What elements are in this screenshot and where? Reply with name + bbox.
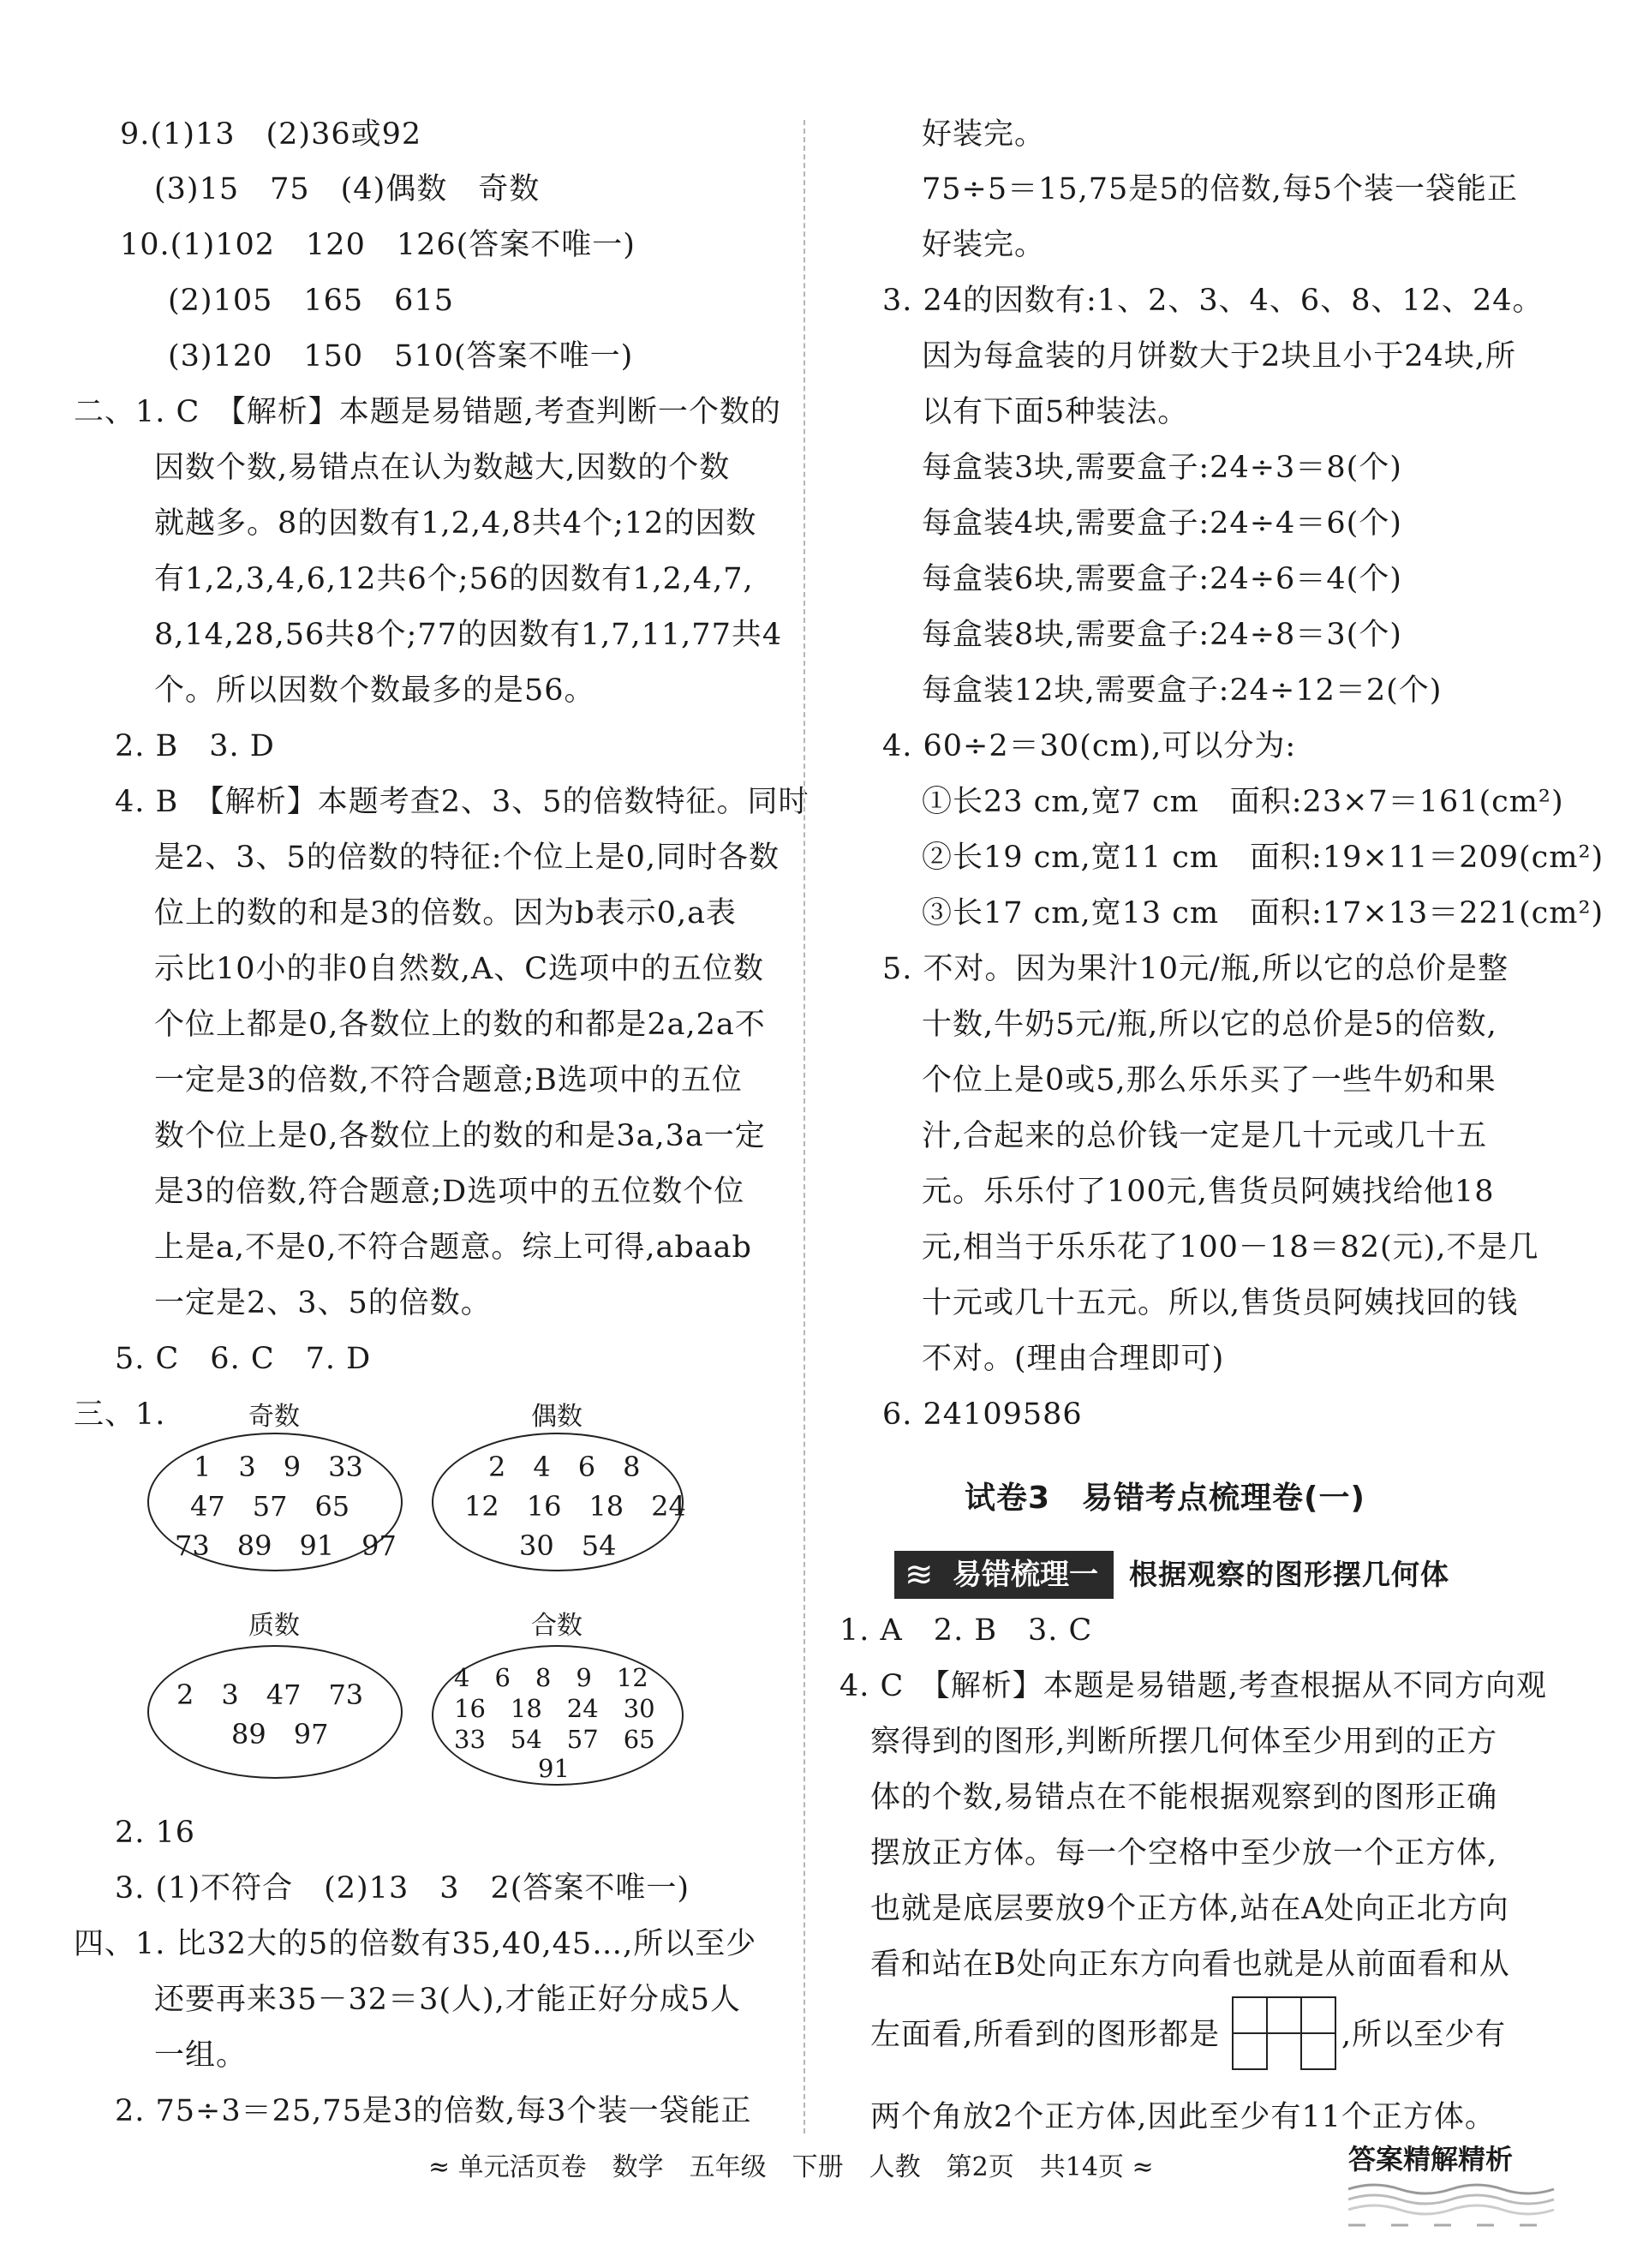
answer-logo: [1348, 2138, 1562, 2232]
answer-line: 十元或几十五元。所以,售货员阿姨找回的钱: [922, 1286, 1519, 1320]
venn-numbers: 47 57 65: [190, 1490, 350, 1523]
answer-line: 左面看,所看到的图形都是: [870, 2018, 1221, 2052]
answer-line: 75÷5＝15,75是5的倍数,每5个装一袋能正: [922, 172, 1518, 206]
answer-line: 4. 60÷2＝30(cm),可以分为:: [882, 729, 1297, 763]
answer-line: 就越多。8的因数有1,2,4,8共4个;12的因数: [154, 506, 757, 541]
venn-numbers: 4 6 8 9 12: [454, 1663, 648, 1692]
answer-line: 5. 不对。因为果汁10元/瓶,所以它的总价是整: [882, 952, 1509, 986]
answer-line: 好装完。: [922, 117, 1046, 152]
answer-line: 不对。(理由合理即可): [922, 1342, 1225, 1376]
answer-line: 每盒装6块,需要盒子:24÷6＝4(个): [922, 562, 1402, 596]
answer-line: 6. 24109586: [882, 1397, 1083, 1432]
answer-line: 汁,合起来的总价钱一定是几十元或几十五: [922, 1119, 1488, 1153]
answer-line: 每盒装3块,需要盒子:24÷3＝8(个): [922, 451, 1402, 485]
page-footer: ≈ 单元活页卷 数学 五年级 下册 人教 第2页 共14页 ≈: [428, 2152, 1154, 2182]
answer-line: 2. 16: [115, 1816, 196, 1850]
answer-line: ③长17 cm,宽13 cm 面积:17×13＝221(cm²): [922, 896, 1604, 931]
answer-line: 4. B 【解析】本题考查2、3、5的倍数特征。同时: [115, 785, 810, 819]
venn-title-prime: 质数: [248, 1611, 300, 1641]
answer-line: (3)15 75 (4)偶数 奇数: [154, 172, 541, 206]
answer-line: 3. (1)不符合 (2)13 3 2(答案不唯一): [115, 1871, 690, 1906]
answer-line: 两个角放2个正方体,因此至少有11个正方体。: [870, 2100, 1496, 2134]
venn-numbers: 16 18 24 30: [454, 1694, 655, 1723]
answer-line: 每盒装12块,需要盒子:24÷12＝2(个): [922, 673, 1443, 708]
venn-numbers: 30 54: [519, 1529, 617, 1562]
answer-line: (3)120 150 510(答案不唯一): [168, 339, 634, 374]
venn-oval-prime: [147, 1645, 403, 1779]
venn-numbers: 91: [538, 1754, 570, 1783]
answer-line: 2. 75÷3＝25,75是3的倍数,每3个装一袋能正: [115, 2094, 752, 2128]
answer-line: (2)105 165 615: [168, 284, 454, 318]
venn-title-odd: 奇数: [248, 1402, 300, 1432]
topic-banner: [894, 1551, 1114, 1599]
venn-numbers: 1 3 9 33: [194, 1451, 363, 1483]
answer-line: 元。乐乐付了100元,售货员阿姨找给他18: [922, 1175, 1495, 1209]
answer-line: 因数个数,易错点在认为数越大,因数的个数: [154, 451, 731, 485]
column-divider: [804, 120, 805, 2133]
answer-line: 位上的数的和是3的倍数。因为b表示0,a表: [154, 896, 737, 931]
answer-line: 元,相当于乐乐花了100－18＝82(元),不是几: [922, 1230, 1539, 1265]
answer-line: ①长23 cm,宽7 cm 面积:23×7＝161(cm²): [922, 785, 1564, 819]
answer-line: 四、1. 比32大的5的倍数有35,40,45…,所以至少: [74, 1927, 757, 1961]
logo-text: 答案精解精析: [1348, 2143, 1514, 2175]
answer-line: 9.(1)13 (2)36或92: [120, 117, 422, 152]
answer-line: 以有下面5种装法。: [922, 395, 1189, 429]
answer-line: 一组。: [154, 2038, 248, 2073]
answer-line: 看和站在B处向正东方向看也就是从前面看和从: [870, 1948, 1510, 1982]
wave-lines-icon: ≋: [905, 1555, 934, 1595]
answer-line: 十数,牛奶5元/瓶,所以它的总价是5的倍数,: [922, 1008, 1497, 1042]
answer-line: 是3的倍数,符合题意;D选项中的五位数个位: [154, 1175, 745, 1209]
answer-line: 还要再来35－32＝3(人),才能正好分成5人: [154, 1983, 742, 2017]
wave-decoration-icon: [1348, 2181, 1562, 2232]
section-title: 试卷3 易错考点梳理卷(一): [965, 1481, 1365, 1516]
answer-line: 摆放正方体。每一个空格中至少放一个正方体,: [870, 1836, 1498, 1870]
venn-numbers: 33 54 57 65: [454, 1725, 655, 1754]
banner-heading: 根据观察的图形摆几何体: [1129, 1558, 1449, 1591]
venn-title-even: 偶数: [531, 1402, 583, 1432]
answer-line: 10.(1)102 120 126(答案不唯一): [120, 228, 636, 262]
venn-numbers: 89 97: [231, 1718, 329, 1750]
banner-label: 易错梳理一: [953, 1558, 1098, 1592]
answer-line: 有1,2,3,4,6,12共6个;56的因数有1,2,4,7,: [154, 562, 754, 596]
answer-line: 因为每盒装的月饼数大于2块且小于24块,所: [922, 339, 1516, 374]
answer-line: 每盒装4块,需要盒子:24÷4＝6(个): [922, 506, 1402, 541]
answer-line: 好装完。: [922, 228, 1046, 262]
answer-line: 8,14,28,56共8个;77的因数有1,7,11,77共4: [154, 618, 783, 652]
answer-line: 一定是3的倍数,不符合题意;B选项中的五位: [154, 1063, 743, 1098]
answer-line: 1. A 2. B 3. C: [839, 1613, 1093, 1648]
answer-line: ,所以至少有: [1341, 2018, 1507, 2052]
answer-line: 示比10小的非0自然数,A、C选项中的五位数: [154, 952, 764, 986]
answer-line: 3. 24的因数有:1、2、3、4、6、8、12、24。: [882, 284, 1544, 318]
venn-numbers: 12 16 18 24: [464, 1490, 686, 1523]
venn-numbers: 73 89 91 97: [175, 1529, 397, 1562]
answer-line: 一定是2、3、5的倍数。: [154, 1286, 492, 1320]
answer-line: 个位上都是0,各数位上的数的和都是2a,2a不: [154, 1008, 766, 1042]
answer-line: ②长19 cm,宽11 cm 面积:19×11＝209(cm²): [922, 841, 1604, 875]
venn-title-composite: 合数: [531, 1611, 583, 1641]
answer-line: 是2、3、5的倍数的特征:个位上是0,同时各数: [154, 841, 780, 875]
answer-line: 也就是底层要放9个正方体,站在A处向正北方向: [870, 1892, 1509, 1926]
answer-line: 察得到的图形,判断所摆几何体至少用到的正方: [870, 1725, 1498, 1759]
venn-numbers: 2 3 47 73: [176, 1679, 364, 1711]
answer-line: 体的个数,易错点在不能根据观察到的图形正确: [870, 1780, 1498, 1815]
answer-line: 2. B 3. D: [115, 729, 275, 763]
answer-line: 个位上是0或5,那么乐乐买了一些牛奶和果: [922, 1063, 1497, 1098]
answer-line: 每盒装8块,需要盒子:24÷8＝3(个): [922, 618, 1402, 652]
answer-line: 个。所以因数个数最多的是56。: [154, 673, 595, 708]
answer-line: 数个位上是0,各数位上的数的和是3a,3a一定: [154, 1119, 766, 1153]
answer-line: 4. C 【解析】本题是易错题,考查根据从不同方向观: [839, 1669, 1547, 1703]
answer-line: 二、1. C 【解析】本题是易错题,考查判断一个数的: [74, 395, 781, 429]
venn-numbers: 2 4 6 8: [488, 1451, 641, 1483]
answer-line: 三、1.: [74, 1397, 166, 1432]
answer-line: 5. C 6. C 7. D: [115, 1342, 372, 1376]
answer-line: 上是a,不是0,不符合题意。综上可得,abaab: [154, 1230, 752, 1265]
